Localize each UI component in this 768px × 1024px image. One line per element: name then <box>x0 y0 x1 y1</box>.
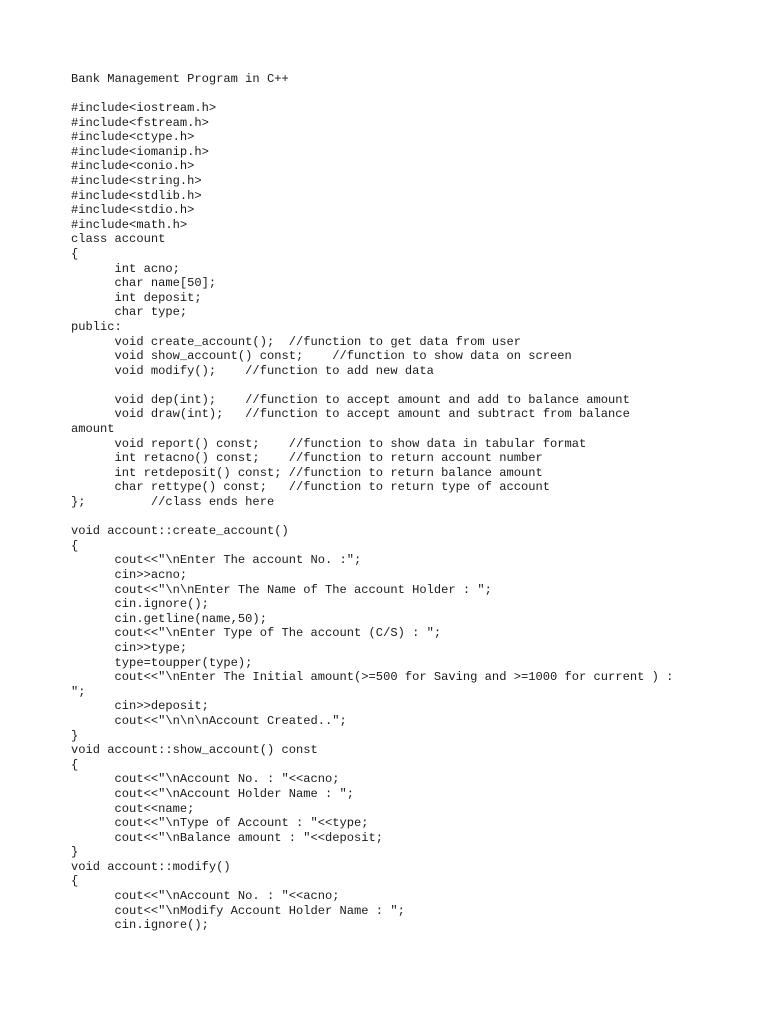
code-line <box>71 510 711 525</box>
code-line: #include<iostream.h> <box>71 101 217 115</box>
code-line: cout<<"\nAccount No. : "<<acno; <box>71 772 340 787</box>
code-line: amount <box>71 422 115 437</box>
code-line: void account::create_account() <box>71 524 289 539</box>
document-title: Bank Management Program in C++ <box>71 72 289 86</box>
code-line: cout<<"\nEnter The account No. :"; <box>71 553 362 568</box>
code-line: cout<<name; <box>71 801 195 816</box>
code-line: cout<<"\nModify Account Holder Name : "; <box>71 903 405 918</box>
code-line: cout<<"\n\n\nAccount Created.."; <box>71 713 347 728</box>
code-line: "; <box>71 684 86 699</box>
code-line: #include<conio.h> <box>71 159 195 174</box>
code-line: } <box>71 728 79 743</box>
code-line: #include<math.h> <box>71 217 188 232</box>
code-line: char type; <box>71 305 188 320</box>
code-line: char name[50]; <box>71 276 217 291</box>
code-line: void report() const; //function to show data in tabular format <box>71 436 587 451</box>
code-line: int deposit; <box>71 290 202 305</box>
code-line: public: <box>71 319 122 334</box>
code-line: { <box>71 246 79 261</box>
code-line: cin>>acno; <box>71 568 188 582</box>
code-line: cout<<"\nEnter The Initial amount(>=500 for Saving and >=1000 for current ) : <box>71 670 674 685</box>
code-line <box>71 378 711 393</box>
code-line: char rettype() const; //function to return type of account <box>71 480 550 495</box>
code-line: void dep(int); //function to accept amount and add to balance amount <box>71 392 630 407</box>
code-line: cout<<"\nBalance amount : "<<deposit; <box>71 830 384 845</box>
code-line: void account::show_account() const <box>71 743 318 758</box>
code-line: int acno; <box>71 261 180 276</box>
code-line: }; //class ends here <box>71 495 275 510</box>
code-line: #include<fstream.h> <box>71 115 209 130</box>
code-line: cout<<"\nEnter Type of The account (C/S) : "; <box>71 626 442 641</box>
code-line: { <box>71 757 79 772</box>
code-line: #include<stdlib.h> <box>71 188 202 203</box>
code-line: void account::modify() <box>71 859 231 874</box>
code-line: cout<<"\nAccount No. : "<<acno; <box>71 889 340 904</box>
code-line: cout<<"\nAccount Holder Name : "; <box>71 786 355 801</box>
code-line: type=toupper(type); <box>71 655 253 670</box>
code-line: cout<<"\n\nEnter The Name of The account Holder : "; <box>71 582 492 597</box>
code-line: cin>>deposit; <box>71 699 209 714</box>
code-line: void show_account() const; //function to show data on screen <box>71 349 572 364</box>
code-line: #include<string.h> <box>71 173 202 188</box>
code-line: void create_account(); //function to get data from user <box>71 334 521 349</box>
code-line: int retacno() const; //function to return account number <box>71 451 543 466</box>
code-line: void draw(int); //function to accept amount and subtract from balance <box>71 407 630 422</box>
code-line: void modify(); //function to add new data <box>71 363 434 378</box>
code-line: class account <box>71 232 166 247</box>
code-line: cin.getline(name,50); <box>71 611 267 626</box>
code-line: cin.ignore(); <box>71 918 209 933</box>
code-listing <box>71 101 711 933</box>
code-line: #include<iomanip.h> <box>71 144 209 159</box>
code-line: { <box>71 538 79 553</box>
code-line: cin.ignore(); <box>71 597 209 612</box>
code-line: { <box>71 874 79 889</box>
code-line: #include<stdio.h> <box>71 203 195 218</box>
code-line: cout<<"\nType of Account : "<<type; <box>71 816 369 831</box>
code-line: } <box>71 845 79 860</box>
code-line: cin>>type; <box>71 640 188 655</box>
code-line: #include<ctype.h> <box>71 130 195 145</box>
code-line: int retdeposit() const; //function to return balance amount <box>71 465 543 480</box>
